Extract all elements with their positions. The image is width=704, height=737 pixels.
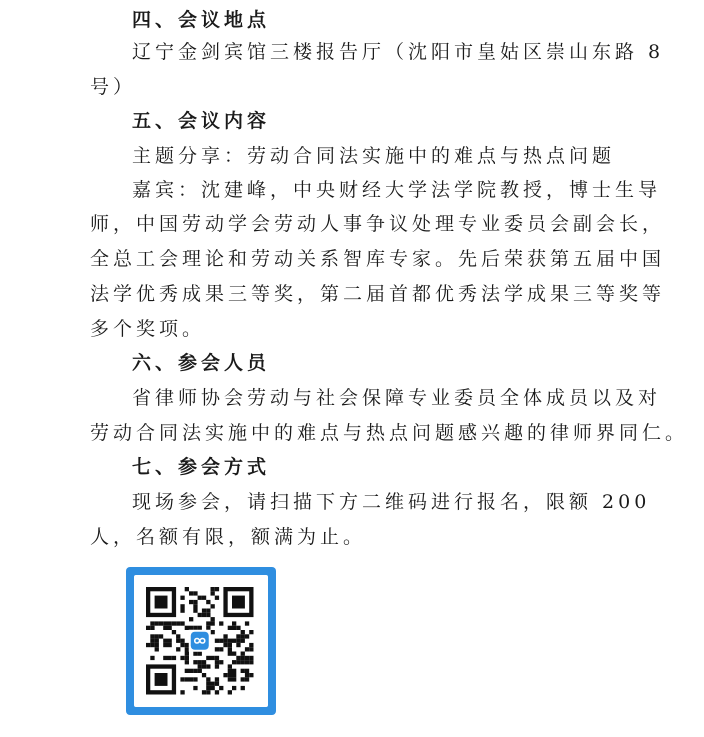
qr-module [219,621,223,625]
qr-module [150,634,154,638]
qr-module [185,643,189,647]
qr-module [232,639,236,643]
qr-module [185,587,189,591]
qr-module [159,634,163,638]
qr-module [193,686,197,690]
qr-module [232,686,236,690]
qr-module [232,673,236,677]
method-line-2: 人，名额有限，额满为止。 [90,526,367,548]
qr-module [185,647,189,651]
qr-module [168,621,172,625]
qr-module [215,660,219,664]
qr-module [249,673,253,677]
qr-module [189,626,193,630]
qr-module [241,634,245,638]
qr-module [245,656,249,660]
qr-module [215,656,219,660]
heading-content: 五、会议内容 [132,110,271,132]
content-line-3: 师，中国劳动学会劳动人事争议处理专业委员会副会长， [90,213,666,235]
qr-module [185,669,189,673]
qr-module [245,634,249,638]
qr-module [236,643,240,647]
qr-module [206,690,210,694]
qr-module [150,643,154,647]
registration-qr-code[interactable] [126,567,276,715]
qr-module [180,639,184,643]
content-line-4: 全总工会理论和劳动关系智库专家。先后荣获第五届中国 [90,248,666,270]
venue-line-1: 辽宁金剑宾馆三楼报告厅（沈阳市皇姑区崇山东路 8 [132,41,665,63]
qr-module [211,604,215,608]
qr-module [168,643,172,647]
attendees-line-1: 省律师协会劳动与社会保障专业委员全体成员以及对 [132,387,662,409]
qr-module [245,660,249,664]
heading-attendees: 六、参会人员 [132,352,271,374]
content-line-1: 主题分享：劳动合同法实施中的难点与热点问题 [132,145,616,167]
qr-module [176,639,180,643]
qr-module [245,673,249,677]
qr-module [219,660,223,664]
qr-module [232,660,236,664]
qr-code-background [134,575,268,707]
qr-module [223,643,227,647]
qr-module [241,652,245,656]
qr-finder-inner [155,596,168,609]
qr-module [198,669,202,673]
qr-module [219,639,223,643]
qr-module [228,626,232,630]
qr-module [232,669,236,673]
qr-module [236,639,240,643]
qr-module [249,660,253,664]
qr-module [163,621,167,625]
qr-module [206,664,210,668]
qr-module [211,587,215,591]
qr-module [228,677,232,681]
qr-module [215,664,219,668]
qr-module [172,630,176,634]
qr-module [198,664,202,668]
qr-module [185,677,189,681]
qr-module [168,626,172,630]
qr-module [228,647,232,651]
qr-module [228,669,232,673]
qr-module [223,639,227,643]
qr-module [241,660,245,664]
qr-module [180,621,184,625]
qr-code-pattern [146,587,256,695]
qr-module [189,617,193,621]
qr-finder-inner [232,596,245,609]
qr-module [159,621,163,625]
qr-module [232,677,236,681]
qr-module [206,677,210,681]
qr-module [206,682,210,686]
qr-module [163,626,167,630]
qr-module [245,669,249,673]
qr-module [236,656,240,660]
qr-module [202,596,206,600]
qr-module [228,664,232,668]
method-line-1: 现场参会，请扫描下方二维码进行报名，限额 200 [132,491,651,513]
qr-module [155,647,159,651]
qr-module [232,621,236,625]
qr-module [228,643,232,647]
qr-module [176,621,180,625]
qr-module [189,591,193,595]
qr-module [249,656,253,660]
qr-module [193,600,197,604]
qr-module [155,643,159,647]
qr-module [146,626,150,630]
qr-module [249,630,253,634]
qr-module [241,669,245,673]
qr-module [228,673,232,677]
qr-module [215,682,219,686]
qr-module [241,686,245,690]
qr-module [172,621,176,625]
qr-module [193,652,197,656]
content-line-5: 法学优秀成果三等奖，第二届首都优秀法学成果三等奖等 [90,283,666,305]
qr-module [176,647,180,651]
qr-module [150,639,154,643]
qr-module [202,609,206,613]
qr-module [150,626,154,630]
qr-module [180,609,184,613]
qr-module [228,690,232,694]
qr-module [155,634,159,638]
qr-module [211,682,215,686]
qr-module [202,660,206,664]
qr-module [215,677,219,681]
heading-venue: 四、会议地点 [132,9,271,31]
qr-module [223,634,227,638]
qr-module [206,626,210,630]
qr-module [185,652,189,656]
qr-module [168,639,172,643]
heading-method: 七、参会方式 [132,456,271,478]
qr-module [180,690,184,694]
qr-module [180,677,184,681]
qr-module [193,677,197,681]
qr-module [232,652,236,656]
qr-module [185,626,189,630]
qr-module [215,690,219,694]
qr-module [202,673,206,677]
qr-module [215,647,219,651]
qr-module [219,647,223,651]
qr-module [163,643,167,647]
qr-module [180,596,184,600]
qr-module [198,613,202,617]
qr-module [241,639,245,643]
qr-module [185,660,189,664]
qr-module [198,626,202,630]
qr-module [211,617,215,621]
qr-module [193,660,197,664]
qr-module [206,656,210,660]
qr-module [155,639,159,643]
qr-module [236,660,240,664]
qr-module [180,604,184,608]
qr-module [206,609,210,613]
qr-module [193,626,197,630]
qr-module [245,647,249,651]
qr-module [245,677,249,681]
qr-module [150,656,154,660]
qr-module [189,677,193,681]
qr-module [202,664,206,668]
qr-module [241,630,245,634]
qr-module [163,656,167,660]
qr-module [193,669,197,673]
qr-module [249,647,253,651]
qr-module [202,613,206,617]
qr-module [155,621,159,625]
qr-module [211,656,215,660]
qr-module [206,600,210,604]
qr-module [215,596,219,600]
attendees-line-2: 劳动合同法实施中的难点与热点问题感兴趣的律师界同仁。 [90,422,689,444]
qr-module [232,626,236,630]
content-line-2: 嘉宾：沈建峰，中央财经大学法学院教授，博士生导 [132,179,662,201]
qr-module [206,621,210,625]
qr-module [219,686,223,690]
qr-module [206,613,210,617]
qr-module [198,660,202,664]
qr-module [223,673,227,677]
qr-module [189,600,193,604]
qr-module [211,591,215,595]
qr-module [215,639,219,643]
qr-module [245,621,249,625]
qr-module [206,686,210,690]
qr-module [172,656,176,660]
qr-module [193,609,197,613]
qr-module [185,656,189,660]
qr-module [150,621,154,625]
qr-module [180,656,184,660]
qr-module [236,626,240,630]
qr-module [215,587,219,591]
qr-module [211,630,215,634]
qr-module [249,643,253,647]
qr-module [211,621,215,625]
qr-module [193,591,197,595]
qr-module [202,690,206,694]
qr-module [241,677,245,681]
qr-module [198,652,202,656]
venue-line-2: 号） [90,76,137,98]
qr-module [236,634,240,638]
qr-module [180,643,184,647]
qr-module [163,639,167,643]
qr-module [146,643,150,647]
qr-module [189,669,193,673]
qr-module [211,686,215,690]
qr-module [228,652,232,656]
qr-module [176,634,180,638]
qr-module [241,656,245,660]
qr-module [198,596,202,600]
qr-module [168,656,172,660]
qr-finder-inner [155,673,168,686]
content-line-6: 多个奖项。 [90,318,206,340]
qr-module [228,639,232,643]
qr-module [193,604,197,608]
